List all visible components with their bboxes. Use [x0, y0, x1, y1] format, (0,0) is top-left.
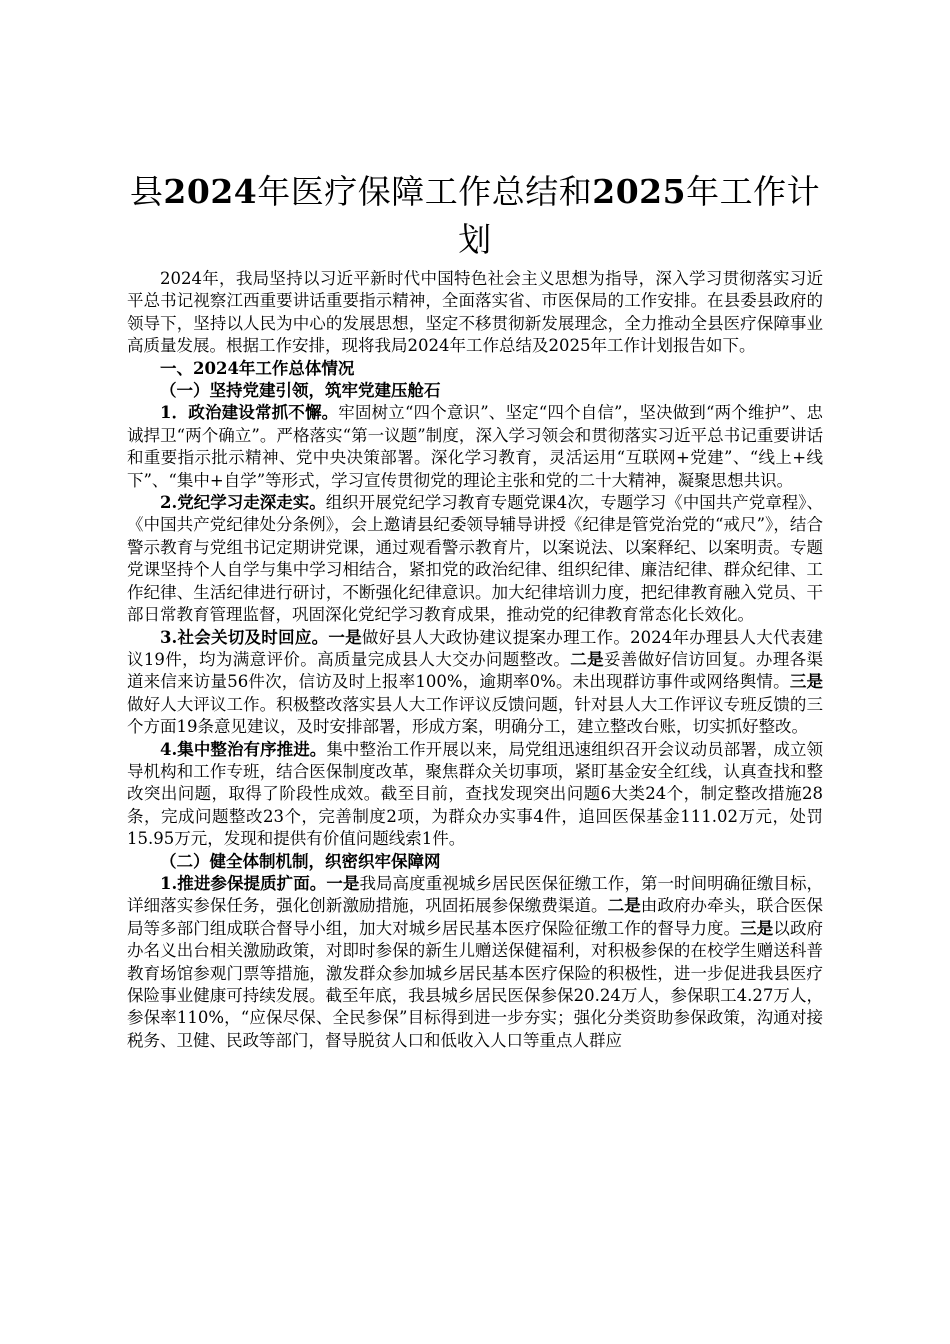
paragraph-4-lead: 4.集中整治有序推进。 [160, 739, 327, 759]
title-year2: 2025 [592, 172, 687, 211]
section1-heading: 一、2024年工作总体情况 [160, 358, 355, 378]
paragraph-3-bold-1: 一是 [328, 627, 362, 647]
paragraph-3-text-3: 做好人大评议工作。积极整改落实县人大工作评议反馈问题，针对县人大工作评议专班反馈的三个方面19条意见建议，及时安排部署，形成方案，明确分工，建立整改台账，切实抓好整改。 [127, 694, 823, 737]
title-part3: 年工作计划 [458, 172, 821, 259]
sub2-heading: （二）健全体制机制，织密织牢保障网 [160, 851, 441, 871]
paragraph-5-bold-1: 一是 [326, 873, 360, 893]
sub1-heading: （一）坚持党建引领，筑牢党建压舱石 [160, 381, 441, 401]
title-part1: 县 [129, 172, 164, 211]
paragraph-1-lead: 1．政治建设常抓不懈。 [160, 403, 339, 423]
title-year1: 2024 [163, 172, 258, 211]
paragraph-3 [127, 627, 823, 739]
paragraph-3-text-2: 妥善做好信访回复。办理各渠道来信来访量56件次，信访及时上报率100%，逾期率0%。未出现群访事件或网络舆情。 [127, 649, 823, 692]
paragraph-3-bold-3: 三是 [789, 672, 824, 692]
paragraph-1 [127, 402, 823, 492]
paragraph-2-lead: 2.党纪学习走深走实。 [160, 493, 326, 513]
paragraph-5-bold-3: 三是 [740, 918, 774, 938]
intro-paragraph: 2024年，我局坚持以习近平新时代中国特色社会主义思想为指导，深入学习贯彻落实习近平总书记视察江西重要讲话重要指示精神，全面落实省、市医保局的工作安排。在县委县政府的领导下，坚持以人民为中心的发展思想，坚定不移贯彻新发展理念，全力推动全县医疗保障事业高质量发展。根据工作安排，现将我局2024年工作总结及2025年工作计划报告如下。 [127, 269, 823, 356]
document-page [127, 168, 823, 1052]
paragraph-5 [127, 873, 823, 1052]
paragraph-5-text-3: 以政府办名义出台相关激励政策，对即时参保的新生儿赠送保健福利，对积极参保的在校学生赠送科普教育场馆参观门票等措施，激发群众参加城乡居民基本医疗保险的积极性，进一步促进我县医疗保险事业健康可持续发展。截至年底，我县城乡居民医保参保20.24万人，参保职工4.27万人，参保率110%，“应保尽保、全民参保”目标得到进一步夯实；强化分类资助参保政策，沟通对接税务、卫健、民政等部门，督导脱贫人口和低收入人口等重点人群应 [127, 918, 824, 1050]
paragraph-1-text: 牢固树立“四个意识”、坚定“四个自信”，坚决做到“两个维护”、忠诚捍卫“两个确立”。严格落实“第一议题”制度，深入学习领会和贯彻落实习近平总书记重要讲话和重要指示批示精神、党中央决策部署。深化学习教育，灵活运用“互联网+党建”、“线上+线下”、“集中+自学”等形式，学习宣传贯彻党的理论主张和党的二十大精神，凝聚思想共识。 [127, 403, 823, 490]
paragraph-3-bold-2: 二是 [570, 649, 604, 669]
paragraph-5-text-2: 由政府办牵头，联合医保局等多部门组成联合督导小组，加大对城乡居民基本医疗保险征缴工作的督导力度。 [127, 896, 824, 938]
paragraph-2 [127, 492, 823, 626]
title-part2: 年医疗保障工作总结和 [257, 172, 593, 211]
paragraph-4 [127, 739, 823, 851]
paragraph-3-text-1: 做好县人大政协建议提案办理工作。2024年办理县人大代表建议19件，均为满意评价。高质量完成县人大交办问题整改。 [127, 627, 823, 669]
paragraph-5-bold-2: 二是 [607, 896, 641, 916]
paragraph-5-lead: 1.推进参保提质扩面。 [160, 873, 327, 893]
paragraph-3-lead: 3.社会关切及时回应。 [160, 627, 329, 647]
document-title [127, 168, 823, 264]
paragraph-2-text: 组织开展党纪学习教育专题党课4次，专题学习《中国共产党章程》、《中国共产党纪律处分条例》，会上邀请县纪委领导辅导讲授《纪律是管党治党的“戒尺”》，结合警示教育与党组书记定期讲党课，通过观看警示教育片，以案说法、以案释纪、以案明责。专题党课坚持个人自学与集中学习相结合，紧扣党的政治纪律、组织纪律、廉洁纪律、群众纪律、工作纪律、生活纪律进行研讨，不断强化纪律意识。加大纪律培训力度，把纪律教育融入党员、干部日常教育管理监督，巩固深化党纪学习教育成果，推动党的纪律教育常态化长效化。 [127, 493, 823, 625]
paragraph-4-text: 集中整治工作开展以来，局党组迅速组织召开会议动员部署，成立领导机构和工作专班，结合医保制度改革，聚焦群众关切事项，紧盯基金安全红线，认真查找和整改突出问题，取得了阶段性成效。截至目前，查找发现突出问题6大类24个，制定整改措施28条，完成问题整改23个，完善制度2项，为群众办实事4件，追回医保基金111.02万元，处罚15.95万元，发现和提供有价值问题线索1件。 [127, 739, 823, 849]
paragraph-5-text-1: 我局高度重视城乡居民医保征缴工作，第一时间明确征缴目标，详细落实参保任务，强化创新激励措施，巩固拓展参保缴费渠道。 [127, 873, 824, 916]
